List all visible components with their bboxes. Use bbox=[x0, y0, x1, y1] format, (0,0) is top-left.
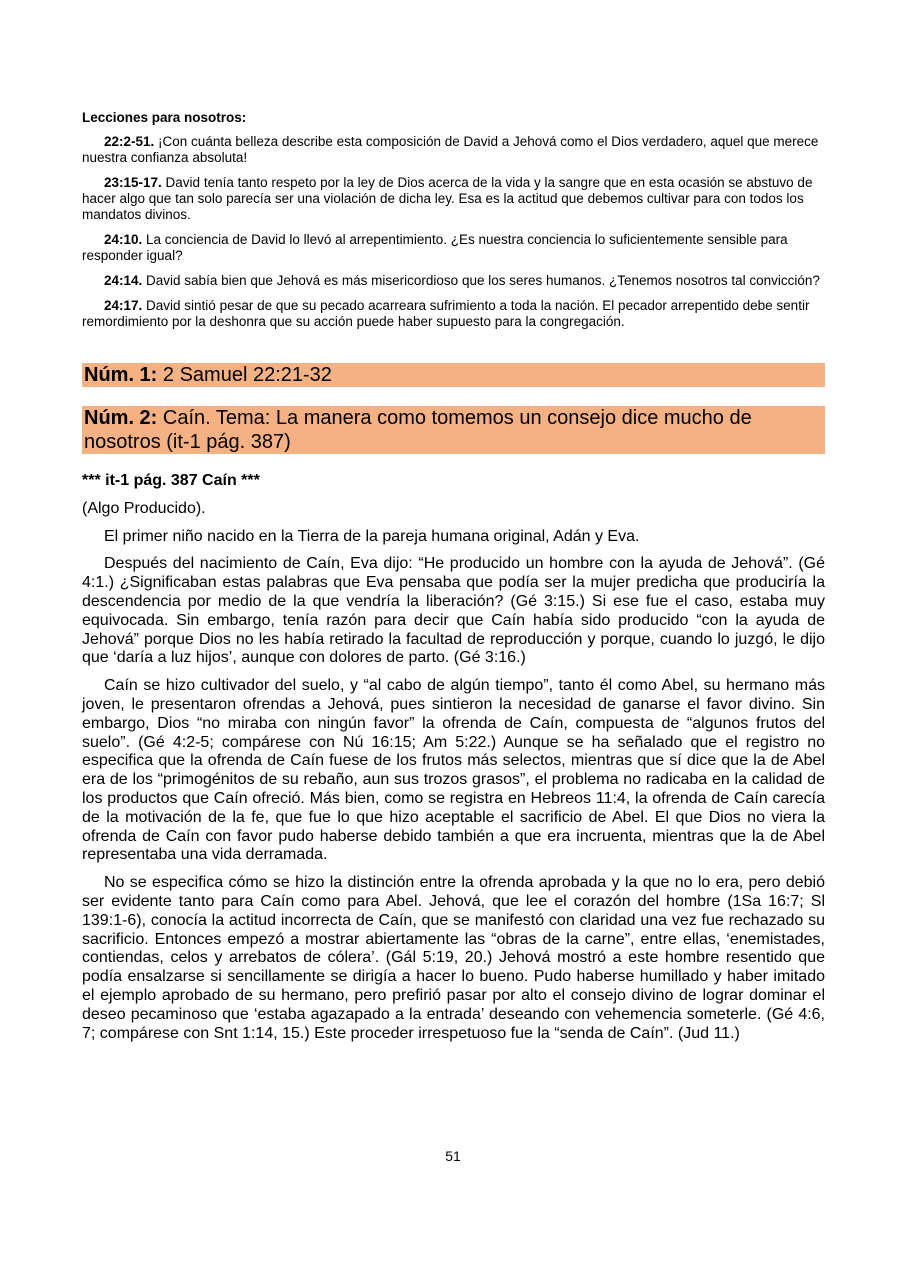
article-paragraph: Después del nacimiento de Caín, Eva dijo: “He producido un hombre con la ayuda de Jehová”. (Gé 4:1.) ¿Significaban estas palabras que Eva pensaba que podía ser la mujer predicha que produciría la descendencia por medio de la que vendría la liberación? (Gé 3:15.) Si ese fue el caso, estaba muy equivocada. Sin embargo, tenía razón para decir que Caín había sido producido “con la ayuda de Jehová” porque Dios no les había retirado la facultad de reproducción y porque, cuando lo juzgó, le dijo que ‘daría a luz hijos’, aunque con dolores de parto. (Gé 3:16.) bbox=[82, 555, 825, 667]
lesson-text: David sintió pesar de que su pecado acarreara sufrimiento a toda la nación. El pecador arrepentido debe sentir remordimiento por la deshonra que su acción puede haber supuesto para la congregación. bbox=[82, 298, 810, 329]
lesson-item bbox=[82, 232, 825, 264]
article-paragraph: Caín se hizo cultivador del suelo, y “al cabo de algún tiempo”, tanto él como Abel, su hermano más joven, le presentaron ofrendas a Jehová, pues sintieron la necesidad de ganarse el favor divino. Sin embargo, Dios “no miraba con ningún favor” la ofrenda de Caín, compuesta de “algunos frutos del suelo”. (Gé 4:2-5; compárese con Nú 16:15; Am 5:22.) Aunque se ha señalado que el registro no especifica que la ofrenda de Caín fuese de los frutos más selectos, mientras que sí dice que la de Abel era de los “primogénitos de su rebaño, aun sus trozos grasos”, el problema no radicaba en la calidad de los productos que Caín ofreció. Más bien, como se registra en Hebreos 11:4, la ofrenda de Caín carecía de la motivación de la fe, que fue lo que hizo aceptable el sacrificio de Abel. El que Dios no viera la ofrenda de Caín con favor pudo haberse debido también a que era incruenta, mientras que la de Abel representaba una vida derramada. bbox=[82, 677, 825, 864]
lesson-text: David tenía tanto respeto por la ley de Dios acerca de la vida y la sangre que en esta ocasión se abstuvo de hacer algo que tan solo parecía ser una violación de dicha ley. Esa es la actitud que debemos cultivar para con todos los mandatos divinos. bbox=[82, 175, 813, 222]
lesson-item bbox=[82, 175, 825, 223]
lesson-text: La conciencia de David lo llevó al arrepentimiento. ¿Es nuestra conciencia lo suficientemente sensible para responder igual? bbox=[82, 232, 788, 263]
article-paragraph: No se especifica cómo se hizo la distinción entre la ofrenda aprobada y la que no lo era, pero debió ser evidente tanto para Caín como para Abel. Jehová, que lee el corazón del hombre (1Sa 16:7; Sl 139:1-6), conocía la actitud incorrecta de Caín, que se manifestó con claridad una vez fue rechazado su sacrificio. Entonces empezó a mostrar abiertamente las “obras de la carne”, entre ellas, ‘enemistades, contiendas, celos y arrebatos de cólera’. (Gál 5:19, 20.) Jehová mostró a este hombre resentido que podía ensalzarse si sencillamente se dirigía a hacer lo bueno. Pudo haberse humillado y haber imitado el ejemplo aprobado de su hermano, pero prefirió pasar por alto el consejo divino de lograr dominar el deseo pecaminoso que ‘estaba agazapado a la entrada’ deseando con vehemencia someterle. (Gé 4:6, 7; compárese con Snt 1:14, 15.) Este proceder irrespetuoso fue la “senda de Caín”. (Jud 11.) bbox=[82, 874, 825, 1042]
document-page bbox=[82, 110, 825, 1052]
assignment-text: Caín. Tema: La manera como tomemos un consejo dice mucho de nosotros (it-1 pág. 387) bbox=[84, 407, 752, 453]
lesson-item bbox=[82, 298, 825, 330]
lessons-heading: Lecciones para nosotros: bbox=[82, 110, 247, 125]
article-subtitle: (Algo Producido). bbox=[82, 499, 206, 517]
lesson-ref: 24:14. bbox=[104, 273, 143, 288]
assignment-label: Núm. 1: bbox=[84, 364, 158, 386]
lesson-text: ¡Con cuánta belleza describe esta composición de David a Jehová como el Dios verdadero, aquel que merece nuestra confianza absoluta! bbox=[82, 134, 819, 165]
lesson-text: David sabía bien que Jehová es más misericordioso que los seres humanos. ¿Tenemos nosotros tal convicción? bbox=[142, 273, 820, 288]
lesson-ref: 22:2-51. bbox=[104, 134, 155, 149]
assignment-1-heading bbox=[82, 363, 825, 387]
assignment-text: 2 Samuel 22:21-32 bbox=[157, 364, 332, 386]
lesson-ref: 24:10. bbox=[104, 232, 143, 247]
lesson-ref: 23:15-17. bbox=[104, 175, 162, 190]
assignment-2-heading bbox=[82, 406, 825, 454]
lesson-item bbox=[82, 134, 825, 166]
article-heading: *** it-1 pág. 387 Caín *** bbox=[82, 472, 260, 489]
page-number: 51 bbox=[445, 1148, 461, 1164]
article-paragraph: El primer niño nacido en la Tierra de la pareja humana original, Adán y Eva. bbox=[104, 527, 640, 545]
lesson-item bbox=[82, 273, 825, 289]
lesson-ref: 24:17. bbox=[104, 298, 143, 313]
assignment-label: Núm. 2: bbox=[84, 407, 158, 429]
